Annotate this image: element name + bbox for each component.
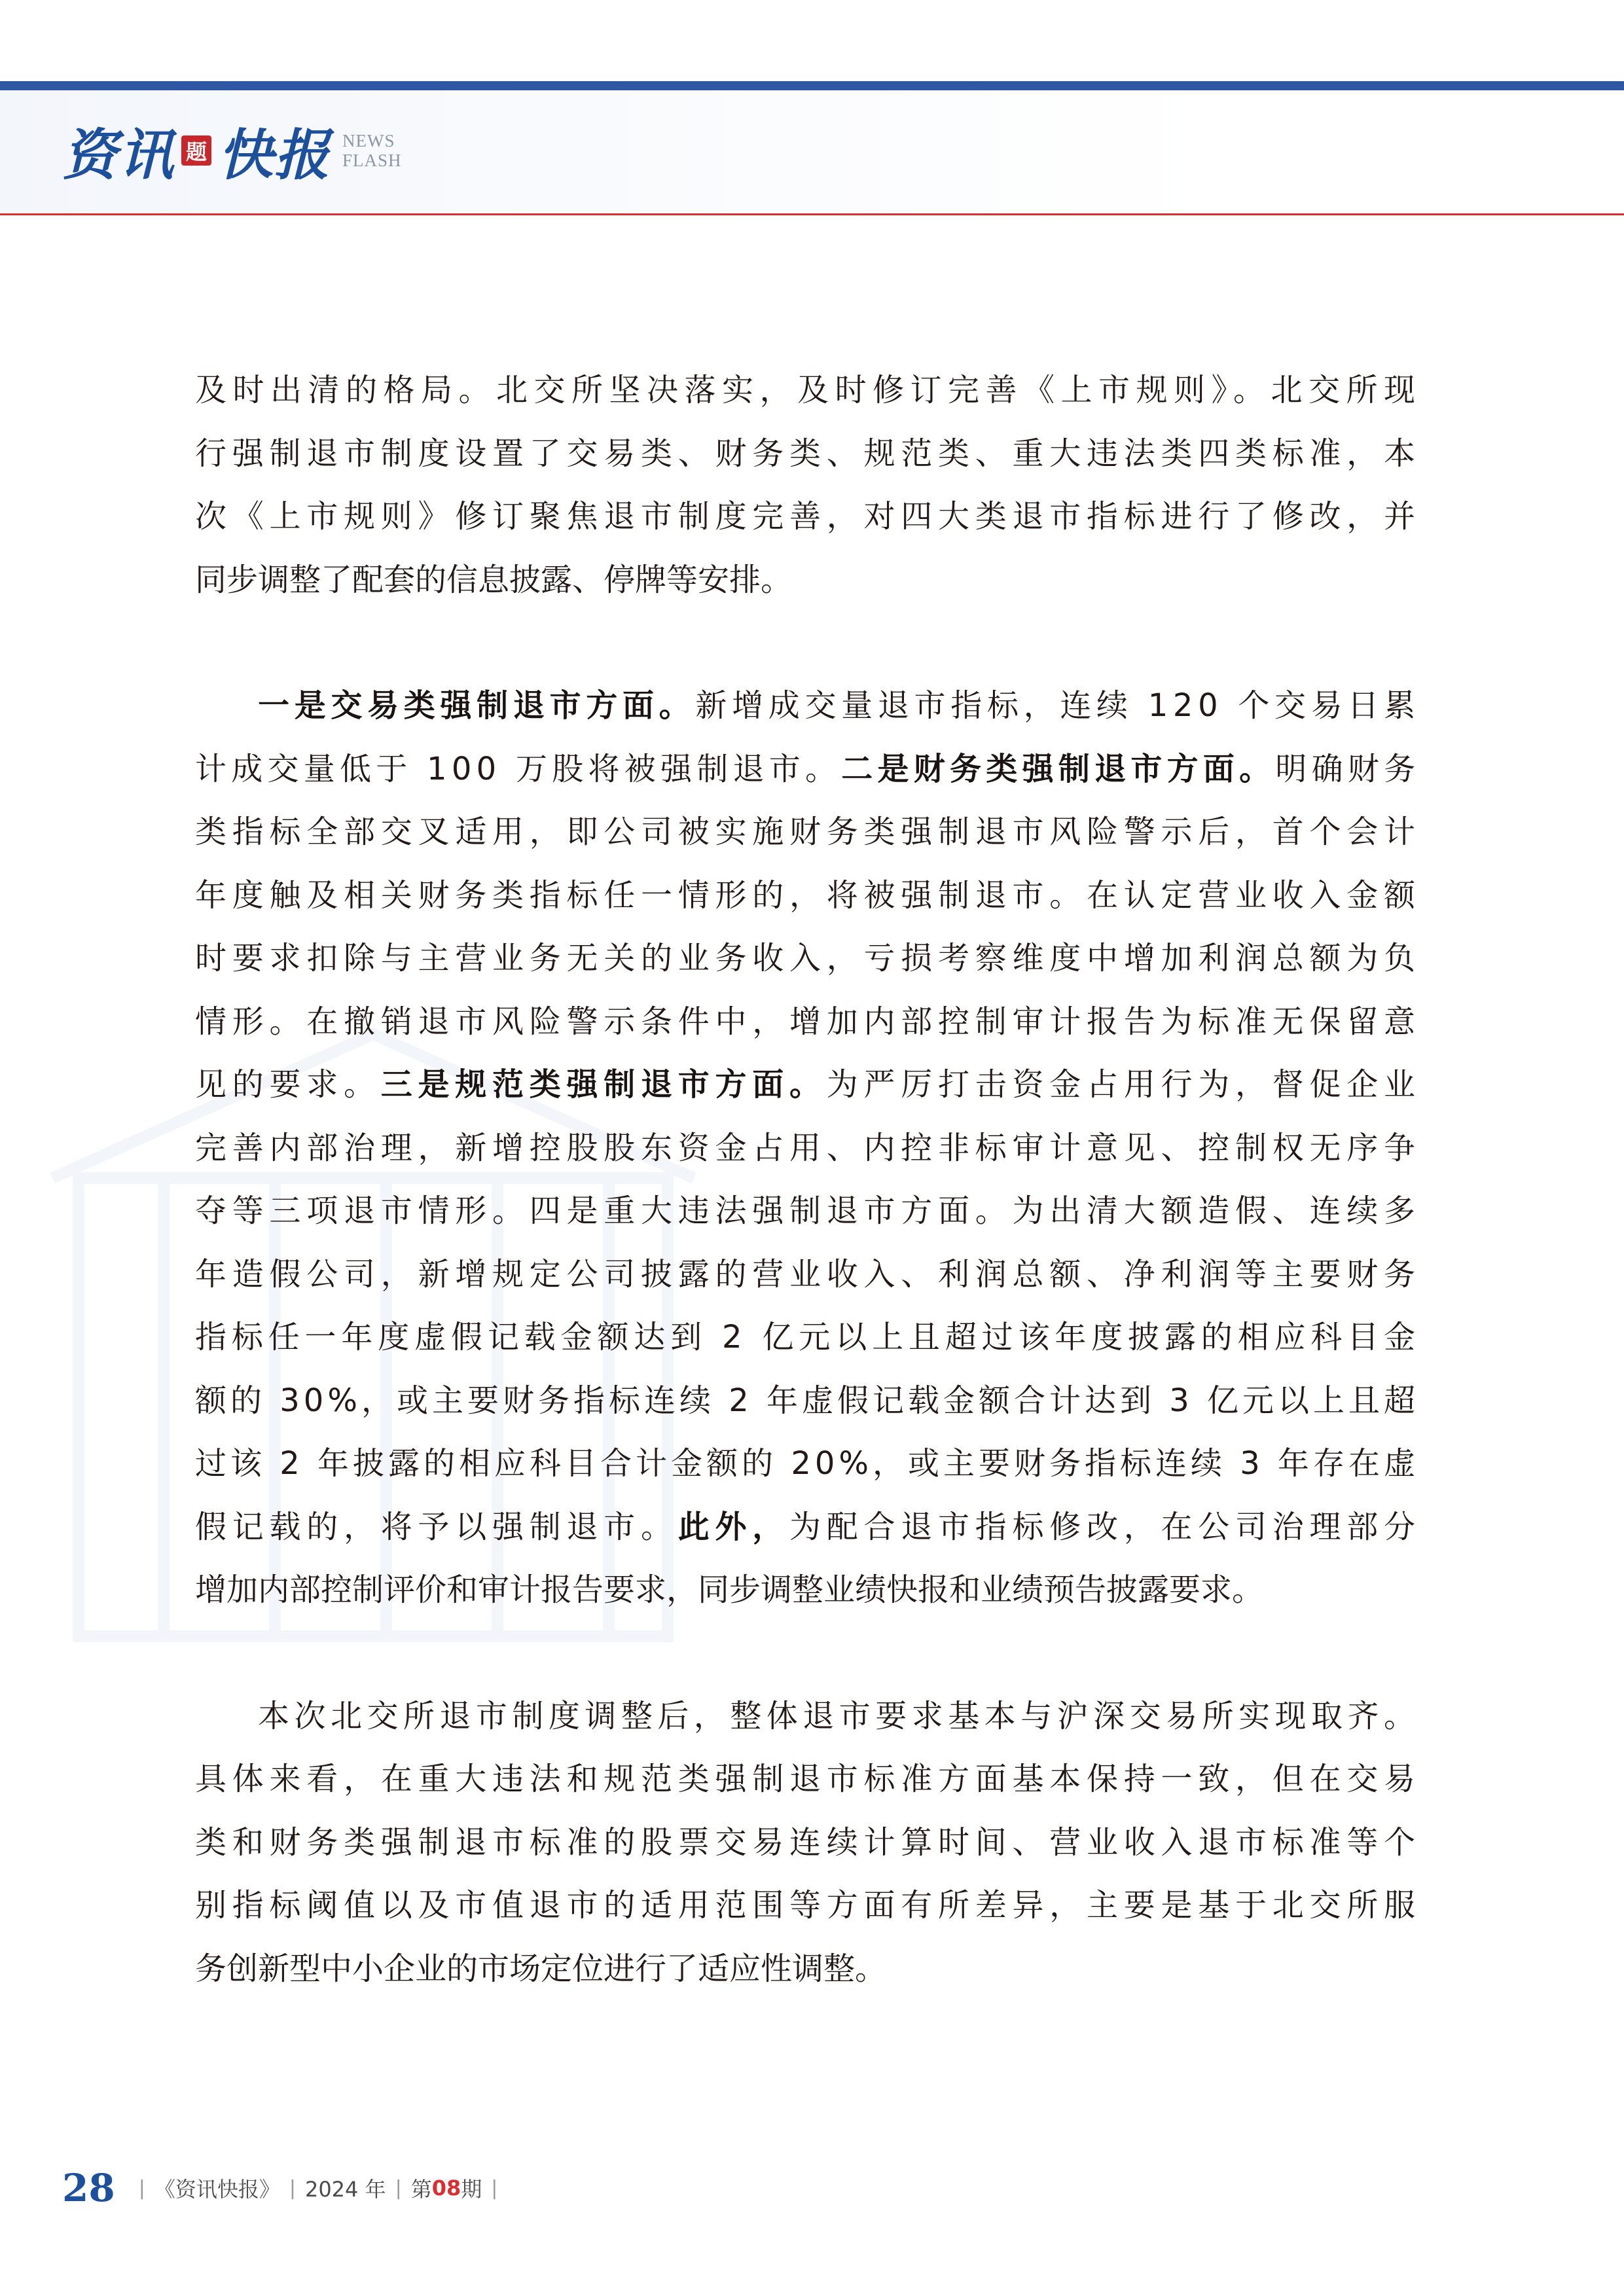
text-line [195,1558,1263,1622]
text-segment: 夺等三项退市情形。四是重大违法强制退市方面。为出清大额造假、连续多 [195,1193,1421,1229]
text-line [195,800,1421,864]
text-segment: 指标任一年度虚假记载金额达到 2 亿元以上且超过该年度披露的相应科目金 [195,1319,1420,1355]
text-segment: 及时出清的格局。北交所坚决落实，及时修订完善《上市规则》。北交所现 [195,372,1422,408]
text-line [195,359,1422,422]
text-segment: 年度触及相关财务类指标任一情形的，将被强制退市。在认定营业收入金额 [195,876,1421,914]
text-line [195,1748,1421,1811]
issue-suffix: 期 [461,2177,482,2202]
text-segment: 次《上市规则》修订聚焦退市制度完善，对四大类退市指标进行了修改，并 [195,498,1421,535]
text-line [195,1369,1419,1433]
text-segment: 完善内部治理，新增控股股东资金占用、内控非标审计意见、控制权无序争 [195,1129,1421,1166]
text-segment: 增加内部控制评价和审计报告要求，同步调整业绩快报和业绩预告披露要求。 [195,1571,1264,1608]
text-line [195,1937,886,2001]
text-segment: 新增成交量退市指标，连续 120 个交易日累 [695,687,1420,724]
masthead-left: 资讯 [62,122,175,187]
bold-lead-phrase: 此外， [677,1508,790,1545]
text-line [195,1811,1421,1874]
text-segment: 类和财务类强制退市标准的股票交易连续计算时间、营业收入退市标准等个 [195,1823,1421,1861]
news-label: NEWS [342,131,395,151]
bold-lead-phrase: 二是财务类强制退市方面。 [841,750,1276,787]
text-segment: 务创新型中小企业的市场定位进行了适应性调整。 [195,1950,887,1987]
text-segment: 具体来看，在重大违法和规范类强制退市标准方面基本保持一致，但在交易 [195,1761,1421,1797]
paragraph-2 [195,674,1421,1622]
text-line [195,990,1421,1054]
text-line [195,1243,1421,1306]
article-body [195,359,1422,2063]
text-line [195,1685,1420,1748]
issue-year: 2024 年 [304,2177,386,2202]
footer-separator: | [138,2176,145,2200]
bold-lead-phrase: 三是规范类强制退市方面。 [380,1066,827,1103]
publication-name: 《资讯快报》 [154,2177,280,2202]
flash-label: FLASH [342,151,402,170]
footer-separator: | [289,2176,296,2200]
text-segment: 类指标全部交叉适用，即公司被实施财务类强制退市风险警示后，首个会计 [195,814,1421,850]
text-line [195,1179,1421,1243]
text-segment: 同步调整了配套的信息披露、停牌等安排。 [195,561,793,598]
text-segment: 为配合退市指标修改，在公司治理部分 [789,1508,1421,1545]
text-segment: 本次北交所退市制度调整后，整体退市要求基本与沪深交易所实现取齐。 [258,1697,1420,1734]
text-line [195,1306,1420,1369]
page-number: 28 [62,2166,115,2210]
paragraph-1 [195,359,1422,611]
masthead-logo [62,115,402,187]
masthead-right: 快报 [218,122,331,187]
text-line [195,864,1421,927]
text-segment: 别指标阈值以及市值退市的适用范围等方面有所差异，主要是基于北交所服 [195,1887,1421,1924]
text-line [195,485,1421,548]
footer-separator: | [395,2176,402,2200]
text-segment: 时要求扣除与主营业务无关的业务收入，亏损考察维度中增加利润总额为负 [195,940,1421,977]
text-segment: 行强制退市制度设置了交易类、财务类、规范类、重大违法类四类标准，本 [195,435,1421,472]
text-line [195,1117,1421,1180]
paragraph-3 [195,1685,1421,2001]
issue-number: 08 [431,2176,461,2200]
issue-prefix: 第 [410,2177,432,2202]
text-line [195,1874,1421,1937]
seal-icon: 题 [181,135,211,166]
text-segment: 见的要求。 [195,1066,381,1103]
page-footer [62,2159,507,2217]
text-segment: 情形。在撤销退市风险警示条件中，增加内部控制审计报告为标准无保留意 [195,1003,1421,1040]
text-line [195,548,792,612]
top-blue-bar [0,81,1624,90]
text-line [195,1496,1421,1559]
text-line [195,1053,1421,1117]
text-segment: 额的 30%，或主要财务指标连续 2 年虚假记载金额合计达到 3 亿元以上且超 [195,1382,1420,1419]
text-segment: 过该 2 年披露的相应科目合计金额的 20%，或主要财务指标连续 3 年存在虚 [195,1445,1420,1482]
text-segment: 假记载的，将予以强制退市。 [195,1508,678,1545]
text-segment: 计成交量低于 100 万股将被强制退市。 [195,750,842,787]
text-line [195,422,1421,486]
news-flash-label [342,131,402,170]
text-line [195,1432,1419,1496]
text-line [195,927,1421,990]
bold-lead-phrase: 一是交易类强制退市方面。 [258,687,696,724]
footer-separator: | [491,2176,498,2200]
text-line [195,738,1420,801]
text-segment: 为严厉打击资金占用行为，督促企业 [826,1066,1421,1103]
text-line [195,674,1420,738]
text-segment: 明确财务 [1275,750,1420,787]
text-segment: 年造假公司，新增规定公司披露的营业收入、利润总额、净利润等主要财务 [195,1255,1421,1293]
